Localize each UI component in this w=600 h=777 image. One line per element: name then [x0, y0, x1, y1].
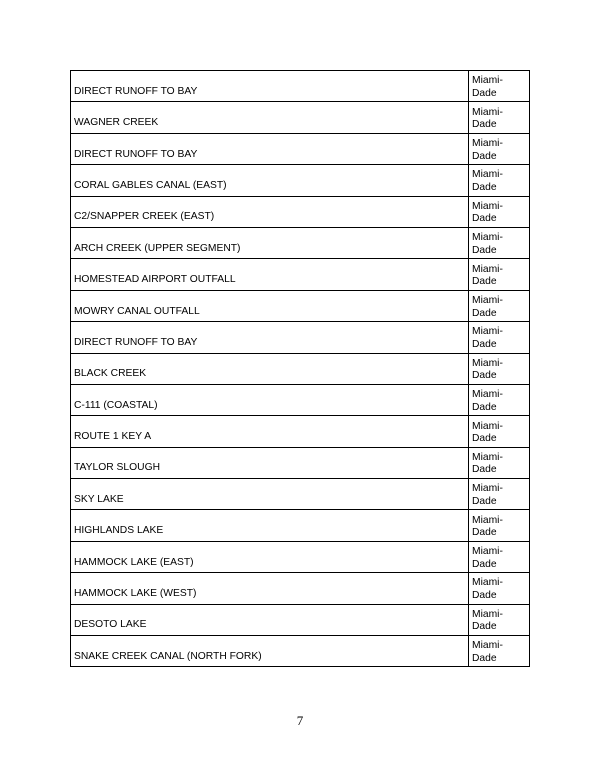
table-body [71, 71, 530, 667]
waterbody-name-cell: C-111 (COASTAL) [71, 384, 469, 415]
table-row [71, 227, 530, 258]
table-row [71, 416, 530, 447]
county-cell: Miami-Dade [469, 196, 530, 227]
waterbody-name-cell: SKY LAKE [71, 479, 469, 510]
table-row [71, 636, 530, 667]
table-row [71, 447, 530, 478]
table-row [71, 102, 530, 133]
table-row [71, 322, 530, 353]
county-cell: Miami-Dade [469, 322, 530, 353]
county-cell: Miami-Dade [469, 636, 530, 667]
county-cell: Miami-Dade [469, 604, 530, 635]
county-cell: Miami-Dade [469, 259, 530, 290]
county-cell: Miami-Dade [469, 102, 530, 133]
county-cell: Miami-Dade [469, 416, 530, 447]
waterbody-name-cell: DIRECT RUNOFF TO BAY [71, 71, 469, 102]
waterbody-name-cell: HOMESTEAD AIRPORT OUTFALL [71, 259, 469, 290]
waterbody-name-cell: MOWRY CANAL OUTFALL [71, 290, 469, 321]
waterbody-name-cell: WAGNER CREEK [71, 102, 469, 133]
table-row [71, 604, 530, 635]
table-row [71, 71, 530, 102]
waterbody-name-cell: CORAL GABLES CANAL (EAST) [71, 165, 469, 196]
table-row [71, 290, 530, 321]
waterbody-name-cell: C2/SNAPPER CREEK (EAST) [71, 196, 469, 227]
table-row [71, 510, 530, 541]
county-cell: Miami-Dade [469, 510, 530, 541]
table-row [71, 196, 530, 227]
county-cell: Miami-Dade [469, 541, 530, 572]
table-row [71, 165, 530, 196]
county-cell: Miami-Dade [469, 133, 530, 164]
county-cell: Miami-Dade [469, 447, 530, 478]
waterbody-name-cell: ROUTE 1 KEY A [71, 416, 469, 447]
table-row [71, 384, 530, 415]
page-number: 7 [296, 713, 304, 728]
table-row [71, 133, 530, 164]
table-row [71, 259, 530, 290]
waterbody-name-cell: DIRECT RUNOFF TO BAY [71, 133, 469, 164]
county-cell: Miami-Dade [469, 227, 530, 258]
county-cell: Miami-Dade [469, 165, 530, 196]
county-cell: Miami-Dade [469, 479, 530, 510]
table-row [71, 479, 530, 510]
waterbody-name-cell: DIRECT RUNOFF TO BAY [71, 322, 469, 353]
waterbody-name-cell: ARCH CREEK (UPPER SEGMENT) [71, 227, 469, 258]
waterbody-name-cell: DESOTO LAKE [71, 604, 469, 635]
county-cell: Miami-Dade [469, 290, 530, 321]
waterbody-name-cell: HAMMOCK LAKE (WEST) [71, 573, 469, 604]
waterbody-name-cell: BLACK CREEK [71, 353, 469, 384]
county-cell: Miami-Dade [469, 384, 530, 415]
county-cell: Miami-Dade [469, 353, 530, 384]
waterbody-name-cell: TAYLOR SLOUGH [71, 447, 469, 478]
waterbody-name-cell: SNAKE CREEK CANAL (NORTH FORK) [71, 636, 469, 667]
waterbody-table [70, 70, 530, 667]
table-row [71, 353, 530, 384]
county-cell: Miami-Dade [469, 573, 530, 604]
table-row [71, 541, 530, 572]
county-cell: Miami-Dade [469, 71, 530, 102]
waterbody-name-cell: HIGHLANDS LAKE [71, 510, 469, 541]
waterbody-name-cell: HAMMOCK LAKE (EAST) [71, 541, 469, 572]
table-row [71, 573, 530, 604]
